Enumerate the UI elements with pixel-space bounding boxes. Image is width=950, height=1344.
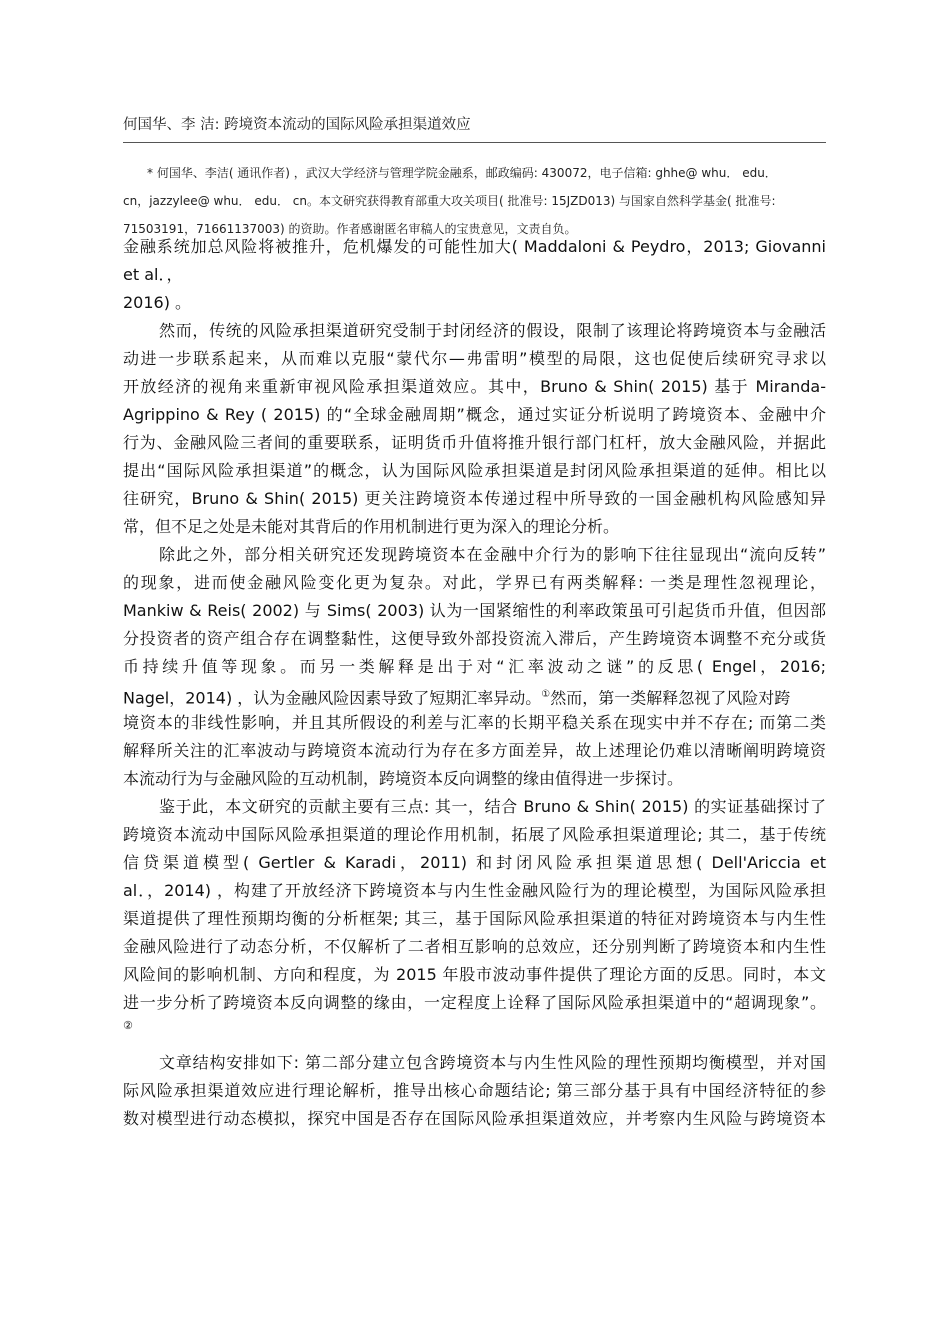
text-line: 分投资者的资产组合存在调整黏性，这便导致外部投资流入滞后，产生跨境资本调整不充分或货 bbox=[123, 629, 826, 648]
text-line: 行为、金融风险三者间的重要联系，证明货币升值将推升银行部门杠杆，放大金融风险，并据此 bbox=[123, 433, 826, 452]
text-line: 际风险承担渠道效应进行理论解析，推导出核心命题结论; 第三部分基于具有中国经济特征的参 bbox=[123, 1081, 826, 1100]
text-line: 跨境资本流动中国际风险承担渠道的理论作用机制，拓展了风险承担渠道理论; 其二，基于传统 bbox=[123, 825, 826, 844]
text-line: Agrippino & Rey ( 2015) 的“全球金融周期”概念，通过实证分析说明了跨境资本、金融中介 bbox=[123, 405, 826, 424]
text-line: 然而，传统的风险承担渠道研究受制于封闭经济的假设，限制了该理论将跨境资本与金融活 bbox=[159, 321, 826, 340]
paragraph-flow-reversal bbox=[123, 541, 826, 793]
text-line: 金融风险进行了动态分析，不仅解析了二者相互影响的总效应，还分别判断了跨境资本和内生性 bbox=[123, 937, 826, 956]
footnote-mark-1[interactable]: ① bbox=[541, 689, 551, 700]
text-line: 提出“国际风险承担渠道”的概念，认为国际风险承担渠道是封闭风险承担渠道的延伸。相比以 bbox=[123, 461, 826, 480]
text-line: 除此之外，部分相关研究还发现跨境资本在金融中介行为的影响下往往显现出“流向反转” bbox=[159, 545, 826, 564]
text-line: 币持续升值等现象。而另一类解释是出于对“汇率波动之谜”的反思( Engel，2016; bbox=[123, 657, 826, 676]
footnote-line: cn，jazzylee@ whu． edu． cn。本文研究获得教育部重大攻关项目( 批准号: 15JZD013) 与国家自然科学基金( 批准号: bbox=[123, 194, 776, 208]
text-line: 金融系统加总风险将被推升，危机爆发的可能性加大( Maddaloni & Peydro，2013; Giovanni bbox=[123, 237, 826, 256]
text-line: 文章结构安排如下: 第二部分建立包含跨境资本与内生性风险的理性预期均衡模型，并对国 bbox=[159, 1053, 826, 1072]
text-line bbox=[123, 681, 826, 709]
text-line: 解释所关注的汇率波动与跨境资本流动行为存在多方面差异，故上述理论仍难以清晰阐明跨境资 bbox=[123, 741, 826, 760]
text-line: et al．， bbox=[123, 265, 183, 284]
paragraph-structure bbox=[123, 1049, 826, 1133]
paragraph-continued bbox=[123, 233, 826, 317]
footnote-line: 71503191，71661137003) 的资助。作者感谢匿名审稿人的宝贵意见，文责自负。 bbox=[123, 222, 577, 236]
text-line: 的现象，进而使金融风险变化更为复杂。对此，学界已有两类解释: 一类是理性忽视理论， bbox=[123, 573, 826, 592]
paragraph-closed-economy bbox=[123, 317, 826, 541]
text-line: 鉴于此，本文研究的贡献主要有三点: 其一，结合 Bruno & Shin( 2015) 的实证基础探讨了 bbox=[159, 797, 826, 816]
text-line: 常，但不足之处是未能对其背后的作用机制进行更为深入的理论分析。 bbox=[123, 517, 620, 536]
text-segment: Nagel，2014) ，认为金融风险因素导致了短期汇率异动。 bbox=[123, 688, 542, 708]
text-line: 境资本的非线性影响，并且其所假设的利差与汇率的长期平稳关系在现实中并不存在; 而第二类 bbox=[123, 713, 826, 732]
text-line: 动进一步联系起来，从而难以克服“蒙代尔—弗雷明”模型的局限，这也促使后续研究寻求以 bbox=[123, 349, 826, 368]
body-text bbox=[123, 233, 826, 1133]
running-head: 何国华、李 洁: 跨境资本流动的国际风险承担渠道效应 bbox=[123, 117, 471, 133]
paragraph-gap bbox=[123, 1039, 826, 1049]
author-footnote bbox=[123, 159, 826, 243]
header-rule bbox=[123, 142, 826, 143]
text-line: 渠道提供了理性预期均衡的分析框架; 其三，基于国际风险承担渠道的特征对跨境资本与内生性 bbox=[123, 909, 826, 928]
text-line: 风险间的影响机制、方向和程度，为 2015 年股市波动事件提供了理论方面的反思。同时，本文 bbox=[123, 965, 826, 984]
text-line: 数对模型进行动态模拟，探究中国是否存在国际风险承担渠道效应，并考察内生风险与跨境资本 bbox=[123, 1109, 826, 1128]
text-line: Mankiw & Reis( 2002) 与 Sims( 2003) 认为一国紧缩性的利率政策虽可引起货币升值，但因部 bbox=[123, 601, 826, 620]
text-line: 往研究，Bruno & Shin( 2015) 更关注跨境资本传递过程中所导致的一国金融机构风险感知异 bbox=[123, 489, 826, 508]
text-line: 开放经济的视角来重新审视风险承担渠道效应。其中，Bruno & Shin( 2015) 基于 Miranda- bbox=[123, 377, 826, 396]
text-segment: 然而，第一类解释忽视了风险对跨 bbox=[550, 688, 791, 708]
footnote-mark-2[interactable]: ② bbox=[123, 1019, 133, 1032]
footnote-line: * 何国华、李洁( 通讯作者) ，武汉大学经济与管理学院金融系，邮政编码: 430072，电子信箱: ghhe@ whu． edu． bbox=[147, 166, 777, 180]
text-line: 信贷渠道模型( Gertler & Karadi，2011) 和封闭风险承担渠道思想( Dell'Ariccia et bbox=[123, 853, 826, 872]
paragraph-contributions bbox=[123, 793, 826, 1039]
text-line: al．，2014) ，构建了开放经济下跨境资本与内生性金融风险行为的理论模型，为国际风险承担 bbox=[123, 881, 826, 900]
text-line: 2016) 。 bbox=[123, 293, 192, 312]
text-line: 本流动行为与金融风险的互动机制，跨境资本反向调整的缘由值得进一步探讨。 bbox=[123, 769, 684, 788]
text-line: 进一步分析了跨境资本反向调整的缘由，一定程度上诠释了国际风险承担渠道中的“超调现象”。 bbox=[123, 993, 826, 1012]
